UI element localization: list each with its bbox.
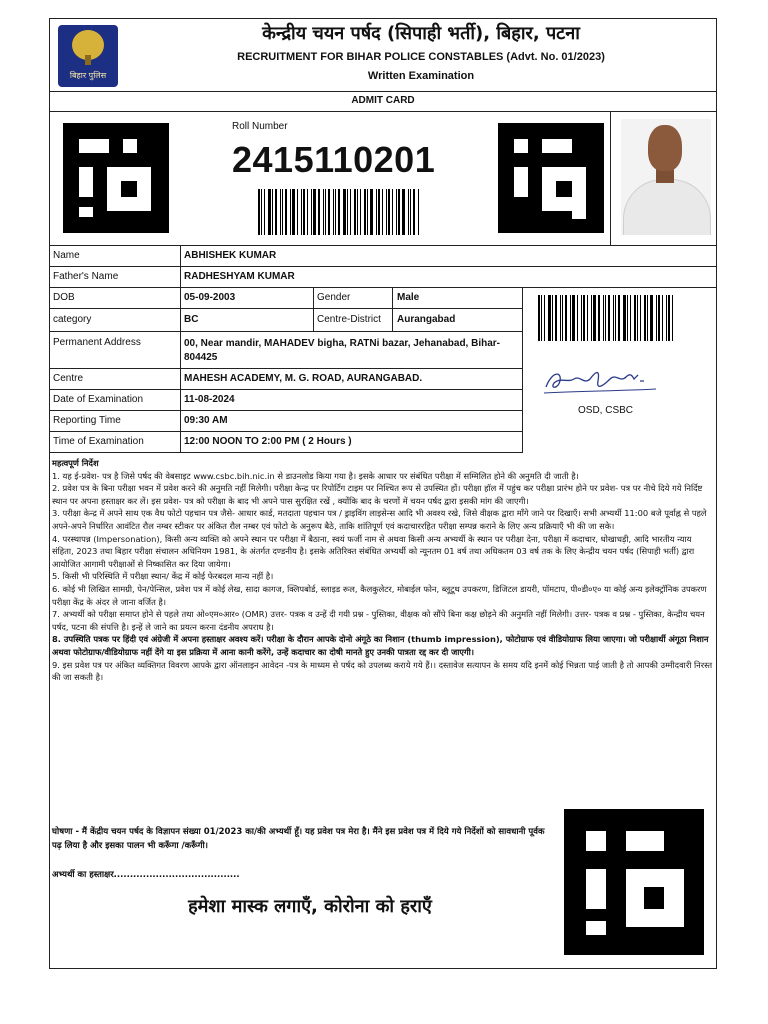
roll-number: 2415110201 [232, 139, 436, 180]
category-label: category [53, 314, 92, 325]
admit-card [49, 18, 717, 969]
instructions [52, 457, 714, 684]
row-exam-date [50, 390, 522, 411]
gender-value: Male [397, 292, 420, 303]
osd-signature [540, 361, 660, 397]
instruction-item: 3. परीक्षा केन्द्र में अपने साथ एक वैध फोटो पहचान पत्र जैसे- आधार कार्ड, मतदाता पहचान पत्र / ड्राइविंग लाइसेन्स आदि भी अवश्य रखे, जिसे वीक्षक द्वारा माँगे जाने पर दिखाएँ। सभी अभ्यर्थी 11:00 बजे पूर्वाह्न से पहले अपने-अपने निर्धारित आवंटित रौल नम्बर स्टीकर पर अंकित रौल नम्बर एवं फोटो के अनुरूप बैठे, ताकि शांतिपूर्ण एवं कदाचाररहित परीक्षा सम्पन्न कराने के लिए अन्य प्रक्रियाएँ भी की जा सके। [52, 508, 707, 531]
address-value: 00, Near mandir, MAHADEV bigha, RATNi bazar, Jehanabad, Bihar-804425 [184, 338, 501, 363]
instruction-item: 4. परस्थापन्न (Impersonation), किसी अन्य व्यक्ति को अपने स्थान पर परीक्षा में बैठाना, स्वयं फर्जी नाम से अथवा किसी अन्य अभ्यर्थी के स्थान पर परीक्षा देना, परीक्षा में कदाचार, धोखाधड़ी, आदि भारतीय न्याय संहिता, 2023 तथा बिहार परीक्षा संचालन अधिनियम 1981, के अंतर्गत दण्डनीय है। इसके अतिरिक्त संबंधित अभ्यर्थी को न्यूनतम 01 वर्ष तथा अधिकतम 03 वर्ष तक के लिए केन्द्रीय चयन पर्षद (सिपाही भर्ती) द्वारा आयोजित आगामी परीक्षाओं से निष्कासित कर दिया जायेगा। [52, 533, 695, 569]
declaration: घोषणा - मैं केंद्रीय चयन पर्षद के विज्ञापन संख्या 01/2023 का/की अभ्यर्थी हूँ। यह प्रवेश पत्र मेरा है। मैंने इस प्रवेश पत्र में दिये गये निर्देशों को सावधानी पूर्वक पढ़ लिया है और इसका पालन भी करूँगा /करूँगी। [52, 827, 545, 851]
exam-time-value: 12:00 NOON TO 2:00 PM ( 2 Hours ) [184, 436, 352, 447]
exam-subtitle: Written Examination [367, 70, 475, 82]
bihar-police-logo [58, 25, 118, 87]
centre-label: Centre [53, 373, 84, 384]
header [50, 19, 716, 92]
candidate-photo [621, 119, 711, 235]
instruction-item: 5. किसी भी परिस्थिति में परीक्षा स्थान/ केंद्र में कोई फेरबदल मान्य नहीं है। [52, 571, 274, 582]
address-label: Permanent Address [53, 337, 141, 348]
row-reporting-time [50, 411, 522, 432]
gender-label: Gender [317, 292, 351, 303]
centre-value: MAHESH ACADEMY, M. G. ROAD, AURANGABAD. [184, 373, 423, 384]
photo-cell [610, 111, 717, 245]
row-exam-time [50, 432, 522, 453]
qr-code-left [63, 123, 169, 233]
roll-number-label: Roll Number [232, 121, 288, 132]
row-dob [50, 288, 522, 309]
reporting-time-label: Reporting Time [53, 415, 121, 426]
row-category [50, 309, 522, 332]
slogan: हमेशा मास्क लगाएँ, कोरोना को हराएँ [188, 896, 432, 917]
father-label: Father's Name [53, 271, 119, 282]
instruction-item: 1. यह ई-प्रवेश- पत्र है जिसे पर्षद की वेबसाइट www.csbc.bih.nic.in से डाउनलोड किया गया है। इसके आधार पर संबंधित परीक्षा में सम्मिलित होने की अनुमति दी जाती है। [52, 470, 579, 481]
osd-designation: OSD, CSBC [578, 405, 634, 416]
centre-district-value: Aurangabad [397, 314, 456, 325]
qr-code-right [498, 123, 604, 233]
centre-district-label: Centre-District [317, 314, 381, 325]
instruction-item: 2. प्रवेश पत्र के बिना परीक्षा भवन में प्रवेश करने की अनुमति नहीं मिलेगी। परीक्षा केन्द्र पर रिपोर्टिंग टाइम पर निश्चित रूप से उपस्थित हों। परीक्षा हॉल में पहुंच कर परीक्षा प्रारंभ होने पर प्रवेश- पत्र पर नीचे दिये गये निर्दिष्ट स्थान पर अपना हस्ताक्षर कर लें। इस प्रवेश- पत्र को परीक्षा के बाद भी अपने पास सुरक्षित रखें , क्योंकि बाद के चरणों में चयन पर्षद द्वारा इसकी मांग की जाएगी। [52, 483, 703, 506]
candidate-signature-line: अभ्यर्थी का हस्ताक्षर....................................... [52, 870, 240, 880]
name-value: ABHISHEK KUMAR [184, 250, 277, 261]
side-barcode [538, 295, 676, 341]
instruction-item: 6. कोई भी लिखित सामग्री, पेन/पेन्सिल, प्रवेश पत्र में कोई लेख, सादा कागज, क्लिपबोर्ड, स्लाइड रूल, कैलकुलेटर, मोबाईल फोन, ब्लूटूथ उपकरण, डिजिटल डायरी, पॉमटाप, पी०डी०ए० या कोई अन्य इलेक्ट्रॉनिक उपकरण परीक्षा केंद्र के अंदर ले जाना वर्जित है। [52, 583, 707, 607]
exam-time-label: Time of Examination [53, 436, 144, 447]
row-father [50, 267, 716, 288]
dob-value: 05-09-2003 [184, 292, 236, 303]
dob-label: DOB [53, 292, 75, 303]
row-name [50, 246, 716, 267]
title-hindi: केन्द्रीय चयन पर्षद (सिपाही भर्ती), बिहार, पटना [262, 23, 580, 44]
category-value: BC [184, 314, 199, 325]
reporting-time-value: 09:30 AM [184, 415, 228, 426]
instruction-item: 8. उपस्थिति पत्रक पर हिंदी एवं अंग्रेजी में अपना हस्ताक्षर अवश्य करें। परीक्षा के दौरान आपके दोनो अंगूठे का निशान (thumb impression), फोटोग्राफ एवं वीडियोग्राफ लिया जाएगा। जो परीक्षार्थी अंगूठा निशान अथवा फोटोग्राफ/वीडियोग्राफ नहीं देंगे या इस प्रक्रिया में आना कानी करेंगे, उन्हें कदाचार का दोषी मानते हुए उनकी पात्रता रद्द कर दी जाएगी। [52, 634, 709, 657]
logo-text: बिहार पुलिस [69, 71, 107, 80]
exam-date-value: 11-08-2024 [184, 394, 235, 405]
row-centre [50, 369, 522, 390]
exam-date-label: Date of Examination [53, 394, 144, 405]
roll-barcode [258, 189, 420, 235]
row-address [50, 332, 522, 369]
qr-code-bottom [564, 809, 704, 955]
instruction-item: 7. अभ्यर्थी को परीक्षा समाप्त होने से पहले तथा ओ०एम०आर० (OMR) उत्तर- पत्रक व उन्हें दी गयी प्रश्न - पुस्तिका, वीक्षक को सौंपे बिना कक्ष छोड़ने की अनुमति नहीं मिलेगी। उत्तर- पत्रक व प्रश्न - पुस्तिका, केन्द्रीय चयन पर्षद, पटना की संपत्ति है। इन्हें ले जाने का प्रयत्न करना दंडनीय अपराध है। [52, 609, 705, 632]
title-english: RECRUITMENT FOR BIHAR POLICE CONSTABLES (Advt. No. 01/2023) [237, 51, 605, 63]
instructions-heading: महत्वपूर्ण निर्देश [52, 458, 99, 468]
father-value: RADHESHYAM KUMAR [184, 271, 295, 282]
name-label: Name [53, 250, 80, 261]
admit-card-label: ADMIT CARD [50, 91, 716, 112]
instruction-item: 9. इस प्रवेश पत्र पर अंकित व्यक्तिगत विवरण आपके द्वारा ऑनलाइन आवेदन -पत्र के माध्यम से पर्षद को उपलब्ध कराये गये हैं।। दस्तावेज सत्यापन के समय यदि इनमें कोई भिन्नता पाई जाती है तो आपकी उम्मीदवारी निरस्त की जा सकती है। [52, 659, 713, 683]
